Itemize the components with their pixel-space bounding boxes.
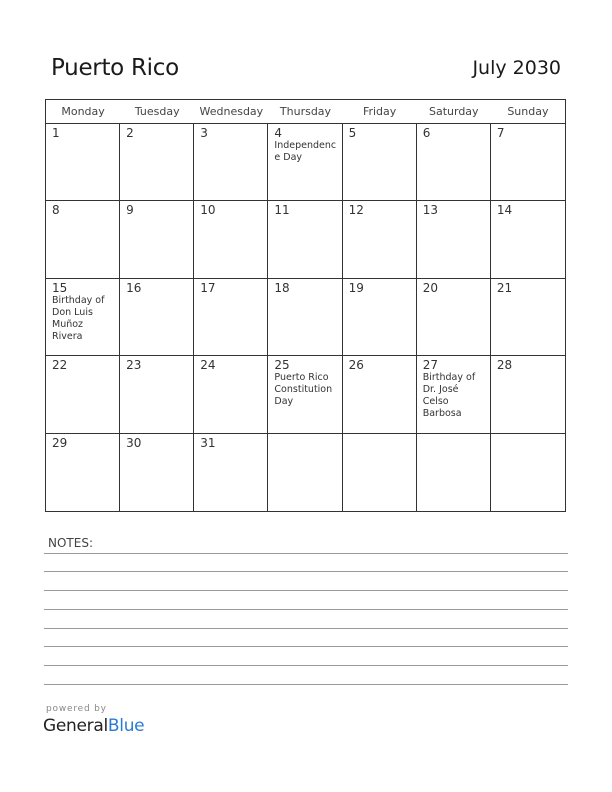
day-number: 12	[348, 203, 364, 218]
day-number: 28	[496, 358, 513, 373]
month-calendar	[45, 99, 566, 512]
day-cell	[268, 124, 342, 201]
day-number: 7	[496, 126, 505, 140]
empty-day-cell	[268, 434, 342, 511]
day-number: 9	[126, 203, 134, 218]
day-cell	[194, 279, 268, 356]
note-line	[44, 684, 568, 685]
day-cell	[343, 279, 417, 356]
day-number: 21	[496, 280, 513, 295]
generalblue-logo[interactable]	[43, 716, 144, 736]
day-cell	[120, 434, 194, 511]
holiday-label: Puerto Rico Constitution Day	[274, 372, 333, 408]
day-grid	[46, 124, 565, 511]
day-cell	[120, 124, 194, 201]
weekday-wednesday: Wednesday	[199, 105, 264, 118]
day-cell	[46, 279, 120, 356]
day-cell	[491, 356, 565, 433]
holiday-label: Birthday of Don Luis Muñoz Rivera	[52, 294, 105, 342]
day-number: 14	[496, 203, 513, 218]
day-cell	[46, 124, 120, 201]
day-cell	[194, 434, 268, 511]
note-line	[44, 571, 568, 572]
note-line	[44, 665, 568, 666]
day-cell	[417, 201, 491, 278]
day-cell	[417, 356, 491, 433]
day-number: 11	[274, 203, 290, 218]
day-cell	[491, 279, 565, 356]
note-line	[44, 628, 568, 629]
day-cell	[343, 201, 417, 278]
day-cell	[46, 356, 120, 433]
day-number: 5	[348, 126, 357, 140]
weekday-sunday: Sunday	[507, 105, 549, 118]
holiday-label: Birthday of Dr. José Celso Barbosa	[422, 372, 476, 420]
day-number: 18	[274, 280, 290, 295]
day-cell	[491, 201, 565, 278]
empty-day-cell	[417, 434, 491, 511]
day-cell	[194, 356, 268, 433]
day-number: 20	[422, 280, 438, 295]
day-cell	[343, 124, 417, 201]
day-cell	[194, 201, 268, 278]
day-cell	[491, 124, 565, 201]
day-cell	[120, 279, 194, 356]
day-cell	[46, 434, 120, 511]
day-number: 30	[126, 435, 142, 450]
note-line	[44, 646, 568, 647]
day-number: 2	[126, 126, 134, 140]
day-number: 15	[52, 280, 68, 295]
day-cell	[46, 201, 120, 278]
day-number: 27	[422, 358, 438, 373]
note-line	[44, 590, 568, 591]
day-number: 6	[422, 126, 431, 140]
note-line	[44, 609, 568, 610]
day-cell	[268, 279, 342, 356]
brand-text-blue: Blue	[107, 716, 145, 736]
day-number: 24	[200, 358, 216, 373]
day-number: 17	[200, 280, 216, 295]
day-number: 25	[274, 358, 290, 373]
day-number: 22	[52, 358, 68, 373]
weekday-friday: Friday	[362, 105, 397, 118]
empty-day-cell	[343, 434, 417, 511]
day-number: 8	[52, 203, 60, 218]
day-number: 16	[126, 280, 142, 295]
day-number: 4	[274, 126, 283, 140]
day-number: 26	[348, 358, 364, 373]
weekday-monday: Monday	[61, 105, 105, 118]
day-number: 10	[200, 203, 216, 218]
empty-day-cell	[491, 434, 565, 511]
weekday-saturday: Saturday	[428, 105, 479, 118]
day-cell	[343, 356, 417, 433]
calendar-country-title: Puerto Rico	[51, 55, 179, 81]
day-cell	[268, 356, 342, 433]
day-cell	[417, 279, 491, 356]
day-cell	[120, 201, 194, 278]
day-number: 3	[200, 126, 208, 140]
brand-text-general: General	[43, 716, 108, 736]
day-cell	[268, 201, 342, 278]
calendar-month-title: July 2030	[472, 57, 561, 79]
weekday-thursday: Thursday	[279, 105, 332, 118]
day-number: 13	[422, 203, 438, 218]
weekday-header-row	[46, 100, 565, 124]
day-cell	[120, 356, 194, 433]
day-number: 1	[52, 126, 60, 140]
holiday-label: Independence Day	[274, 140, 337, 163]
day-number: 23	[126, 358, 142, 373]
powered-by-text: powered by	[46, 704, 107, 714]
day-cell	[417, 124, 491, 201]
day-number: 31	[200, 435, 216, 450]
note-line	[44, 553, 568, 554]
day-cell	[194, 124, 268, 201]
day-number: 29	[52, 435, 68, 450]
notes-label: NOTES:	[48, 536, 93, 550]
day-number: 19	[348, 280, 364, 295]
weekday-tuesday: Tuesday	[134, 105, 180, 118]
